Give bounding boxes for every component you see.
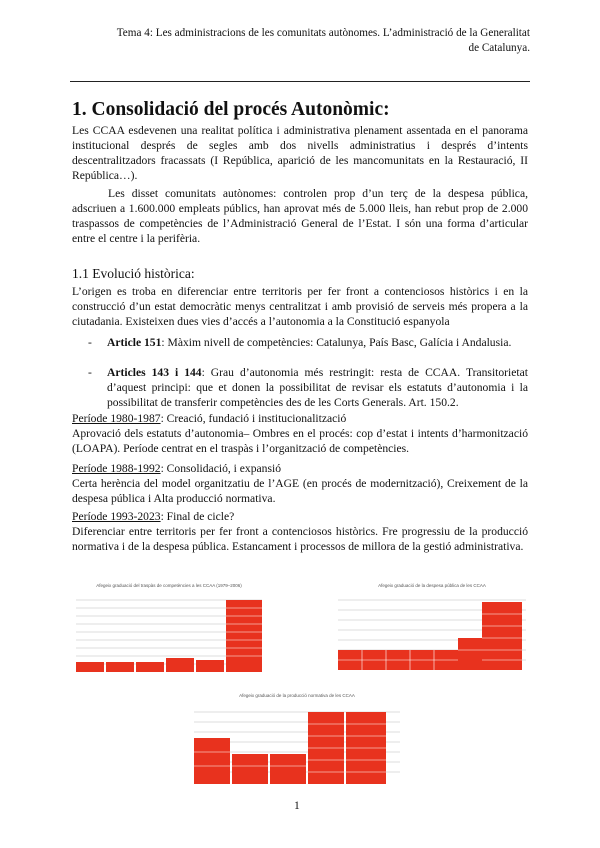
chart-right-title: Afegeix graduació de la despesa pública de les CCAA xyxy=(378,583,486,588)
header-line-2: de Catalunya. xyxy=(468,42,530,54)
bullet-dash: - xyxy=(88,336,92,349)
section-title: 1. Consolidació del procés Autonòmic: xyxy=(72,99,390,120)
period-2-heading xyxy=(72,461,528,476)
header-line-1: Tema 4: Les administracions de les comunitats autònomes. L’administració de la Generalitat xyxy=(116,27,530,39)
chart-right xyxy=(336,580,528,680)
chart-left-figure xyxy=(74,580,264,680)
period-2-text: Certa herència del model organitzatiu de l’AGE (en procés de modernització), Creixement de la despesa pública i Alta producció normativa. xyxy=(72,477,528,505)
header-rule xyxy=(70,81,530,82)
chart-right-figure xyxy=(336,580,528,680)
period-title: : Creació, fundació i institucionalització xyxy=(160,412,347,425)
period-label: Període 1980-1987 xyxy=(72,412,161,425)
bullet-article-151 xyxy=(107,335,528,350)
period-title: : Final de cicle? xyxy=(160,510,235,523)
page-number: 1 xyxy=(294,799,300,812)
chart-bottom-figure xyxy=(192,690,402,790)
period-3-text: Diferenciar entre territoris per fer front a contenciosos històrics. Fre progressiu de la producció normativa i de la despesa pública. Estancament i processos de millora de la gestió administrativa. xyxy=(72,525,528,553)
chart-left xyxy=(74,580,264,680)
page-header xyxy=(70,26,530,56)
chart-left-title: Afegeix graduació del traspàs de competències a les CCAA (1979–2006) xyxy=(96,583,242,588)
period-label: Període 1993-2023 xyxy=(72,510,161,523)
period-title: : Consolidació, i expansió xyxy=(160,462,281,475)
bullet-text: : Grau d’autonomia més restringit: resta de CCAA. Transitorietat d’aquest principi: que et donen la possibilitat de revisar els estatuts d’autonomia i la possibilitat de transferir competències des de les Corts Generals. Art. 150.2. xyxy=(107,366,528,409)
period-label: Període 1988-1992 xyxy=(72,462,161,475)
paragraph-1: Les CCAA esdevenen una realitat política i administrativa plenament assentada en el panorama institucional després de segles amb dos nivells administratius i després d’intents descentralitzadors fracassats (I República, aparició de les mancomunitats en la Restauració, II República…). xyxy=(72,124,528,182)
chart-bottom xyxy=(192,690,402,790)
period-1-text: Aprovació dels estatuts d’autonomia– Ombres en el procés: cop d’estat i intents d’harmonització (LOAPA). Període centrat en el traspàs i l’organització de competències. xyxy=(72,427,528,455)
bullet-dash: - xyxy=(88,366,92,379)
paragraph-2: Les disset comunitats autònomes: controlen prop d’un terç de la despesa pública, adscriuen a 1.600.000 empleats públics, han aprovat més de 5.000 lleis, han rebut prop de 2.000 traspassos de competències de l’Administració General de l’Estat. I són una forma d’articular entre el centre i la perifèria. xyxy=(72,187,528,245)
bullet-text: : Màxim nivell de competències: Catalunya, País Basc, Galícia i Andalusia. xyxy=(161,336,512,349)
bullet-bold: Articles 143 i 144 xyxy=(107,366,202,379)
period-1-heading xyxy=(72,411,528,426)
subsection-title: 1.1 Evolució històrica: xyxy=(72,266,195,281)
period-3-heading xyxy=(72,509,528,524)
bullet-bold: Article 151 xyxy=(107,336,162,349)
chart-bottom-title: Afegeix graduació de la producció normativa de les CCAA xyxy=(239,693,355,698)
chart-left-bars xyxy=(76,600,262,672)
bullet-articles-143-144 xyxy=(107,365,528,410)
subsection-intro: L’origen es troba en diferenciar entre territoris per fer front a contenciosos històrics i en la construcció d’un estat democràtic menys centralitzat i amb provisió de serveis més propera a la ciutadania. Existeixen dues vies d’accés a l’autonomia a la Constitució espanyola xyxy=(72,285,528,328)
